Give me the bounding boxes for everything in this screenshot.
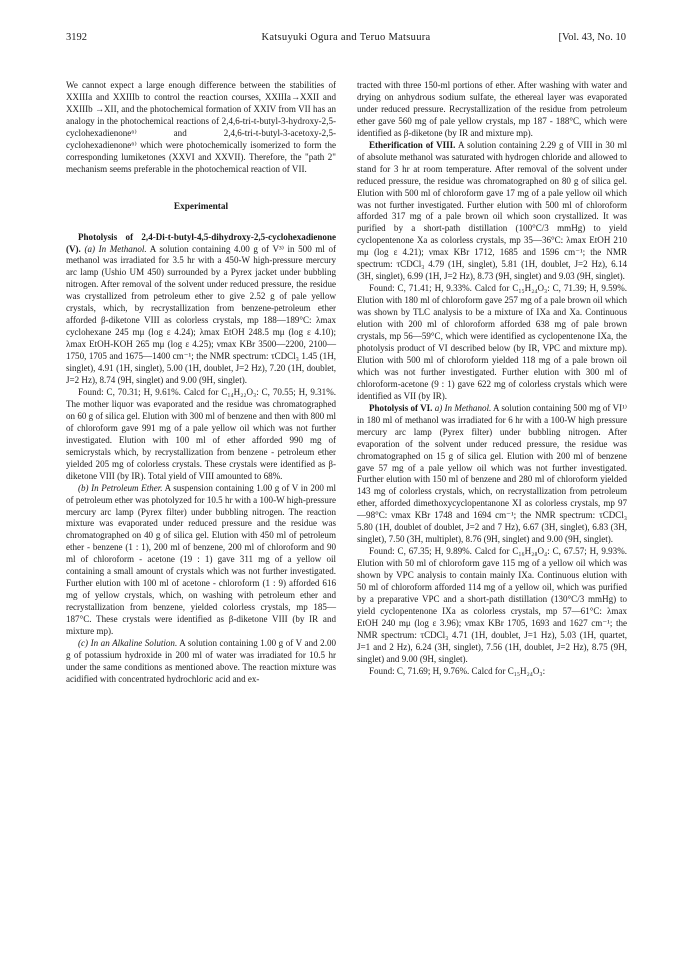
paragraph-body: A solution containing 500 mg of VI¹⁾ in 180 ml of methanol was irradiated for 6 hr with a 100-W high pressure mercury arc lamp (Pyrex filter) under bubbling nitrogen. After evaporation of the solvent under reduced pressure, the residue was chromatographed on 15 g of silica gel. Elution with 200 ml of benzene gave 57 mg of a pale yellow oil which was not further investigated. Further elution with 150 ml of benzene and 280 ml of chloroform yielded 143 mg of colorless crystals, which, on recrystallization from petroleum ether, afforded dimethoxycyclopentanone XI as colorless crystals, mp 97—98°C: νmax KBr 1748 and 1694 cm⁻¹; the NMR spectrum: τCDCl₃ 5.80 (1H, doublet of doublet, J=2 and 7 Hz), 6.67 (3H, singlet), 6.83 (3H, singlet), 7.50 (3H, multiplet), 8.76 (9H, singlet) and 9.00 (9H, singlet).	[357, 402, 628, 545]
paragraph-heading: Photolysis of VI.	[369, 402, 433, 413]
running-header	[66, 30, 626, 46]
section-heading-experimental: Experimental	[173, 201, 229, 212]
subheading: a) In Methanol.	[434, 402, 492, 413]
paragraph-heading: Photolysis of 2,4-Di-t-butyl-4,5-dihydroxy-2,5-cyclohexadienone (V).	[66, 231, 336, 254]
paragraph-continuation: tracted with three 150-ml portions of ether. After washing with water and drying on anhydrous sodium sulfate, the ethereal layer was evaporated under reduced pressure. Recrystallization of the residue from petroleum ether gave 560 mg of pale yellow crystals, mp 187 - 188°C, which were identified as β-diketone (by IR and mixture mp).	[357, 80, 627, 138]
paragraph-found: Found: C, 67.35; H, 9.89%. Calcd for C₁₆H₂₈O₄: C, 67.57; H, 9.93%. Elution with 50 ml of chloroform gave 115 mg of a yellow oil which was shown by VPC analysis to contain mainly IXa. Continuous elution with 50 ml of chloroform afforded 114 mg of a yellow oil, which was purified by a preparative VPC and a short-path distillation (130°C/3 mmHg) to yield cyclopentenone IXa as colorless crystals, mp 57—61°C: λmax EtOH 240 mμ (log ε 3.96); νmax KBr 1705, 1693 and 1627 cm⁻¹; the NMR spectrum: τCDCl₃ 4.71 (1H, doublet, J=1 Hz), 5.03 (1H, quartet, J=1 and 2 Hz), 6.24 (3H, singlet), 7.56 (1H, doublet, J=2 Hz), 8.75 (9H, singlet) and 9.00 (9H, singlet).	[357, 546, 627, 664]
volume-info: [Vol. 43, No. 10	[558, 32, 626, 43]
right-column	[357, 80, 627, 678]
paragraph-found: Found: C, 71.41; H, 9.33%. Calcd for C₁₅H₂₄O₃: C, 71.39; H, 9.59%. Elution with 180 ml of chloroform gave 257 mg of a pale brown oil which was shown by TLC analysis to be a mixture of IXa and Xa. Continuous elution with 200 ml of chloroform afforded 638 mg of pale brown crystals, mp 56—59°C, which were identified as cyclopentenone IXa, the photolysis product of VI described below (by IR, VPC and mixture mp). Elution with 500 ml of chloroform yielded 118 mg of a pale brown oil which was not further investigated. Further elution with 300 ml of chloroform-acetone (9 : 1) gave 622 mg of colorless crystals which were identified as VII (by IR).	[357, 283, 627, 401]
paragraph-found-tail: Found: C, 71.69; H, 9.76%. Calcd for C₁₅H₂₄O₃:	[369, 665, 546, 676]
paragraph-body: A solution containing 2.29 g of VIII in 30 ml of absolute methanol was saturated with hydrogen chloride and allowed to stand for 3 hr at room temperature. After removal of the solvent under reduced pressure, the residue was chromatographed on 80 g of silica gel. Elution with 500 ml of chloroform gave 17 mg of a pale yellow oil which was not further investigated. Further elution with 500 ml of chloroform afforded 317 mg of a pale brown oil which soon crystallized. It was purified by a short-path distillation (100°C/3 mmHg) to yield cyclopentenone Xa as colorless crystals, mp 35—36°C: λmax EtOH 210 mμ (log ε 4.21); νmax KBr 1712, 1685 and 1596 cm⁻¹; the NMR spectrum: τCDCl₃ 4.79 (1H, singlet), 5.81 (1H, doublet, J=2 Hz), 6.14 (3H, singlet), 6.99 (1H, J=2 Hz), 8.73 (9H, singlet) and 9.03 (9H, singlet).	[357, 139, 628, 282]
subheading: (a) In Methanol.	[84, 243, 147, 254]
paragraph-etherification	[357, 140, 627, 283]
paragraph-heading: Etherification of VIII.	[369, 139, 456, 150]
paragraph-body: A suspension containing 1.00 g of V in 200 ml of petroleum ether was photolyzed for 10.5 hr with a 100-W high-pressure mercury arc lamp (Pyrex filter) under bubbling nitrogen. The reaction mixture was evaporated under reduced pressure and the residue was chromatographed on 40 g of silica gel. Elution with 450 ml of petroleum ether - benzene (1 : 1), 200 ml of benzene, 200 ml of chloroform and 90 ml of chloroform - acetone (19 : 1) gave 311 mg of a yellow oil containing a small amount of crystals which was not further investigated. Further elution with 100 ml of acetone - chloroform (1 : 9) afforded 616 mg of yellow crystals, which, on washing with petroleum ether and recrystallization from benzene, yielded colorless crystals, mp 185—187°C. These crystals were identified as β-diketone VIII (by IR and mixture mp).	[66, 482, 337, 637]
paragraph-found: Found: C, 70.31; H, 9.61%. Calcd for C₁₄H₂₂O₃: C, 70.55; H, 9.31%. The mother liquor was evaporated and the residue was chromatographed on 60 g of silica gel. Elution with 300 ml of benzene and then with 800 ml of chloroform gave 991 mg of a pale yellow oil which was not further investigated. Elution with 100 ml of ether afforded 990 mg of semicrystals which, by recrystallization from benzene - petroleum ether yielded 205 mg of colorless crystals. These crystals were identified as β-diketone VIII (by IR). Total yield of VIII amounted to 68%.	[66, 386, 336, 481]
page-number: 3192	[66, 32, 87, 43]
subheading: (c) In an Alkaline Solution.	[78, 637, 178, 648]
paragraph-body: A solution containing 1.00 g of V and 2.00 g of potassium hydroxide in 200 ml of water was irradiated for 10.5 hr under the same conditions as mentioned above. The reaction mixture was acidified with concentrated hydrochloric acid and ex-	[66, 637, 336, 684]
left-column	[66, 80, 336, 686]
paragraph-photolysis-vi	[357, 403, 627, 546]
running-authors: Katsuyuki Ogura and Teruo Matsuura	[261, 32, 431, 43]
paragraph-body: A solution containing 4.00 g of V³⁾ in 500 ml of methanol was irradiated for 3.5 hr with a 450-W high-pressure mercury arc lamp (Ushio UM 450) surrounded by a Pyrex jacket under bubbling nitrogen. After removal of the solvent under reduced pressure, the residue was crystallized from petroleum ether to give 2.52 g of pale yellow crystals, which, by recrystallization from benzene-petroleum ether afforded β-diketone VIII as colorless crystals, mp 188—189°C: λmax cyclohexane 245 mμ (log ε 4.24); λmax EtOH 248.5 mμ (log ε 4.10); λmax EtOH-KOH 265 mμ (log ε 4.25); νmax KBr 3500—2200, 2100—1750, 1705 and 1675—1400 cm⁻¹; the NMR spectrum: τCDCl₃ 1.45 (1H, singlet), 4.91 (1H, singlet), 5.00 (1H, doublet, J=2 Hz), 7.20 (1H, doublet, J=2 Hz), 8.74 (9H, singlet) and 9.00 (9H, singlet).	[66, 243, 337, 386]
paragraph-photolysis-v	[66, 232, 336, 387]
intro-paragraph: We cannot expect a large enough difference between the stabilities of XXIIIa and XXIIIb to control the reaction courses, XXIIIa→XXII and XXIIIb →XII, and the photochemical formation of XXIV from VII has an analogy in the photochemical reactions of 2,4,6-tri-t-butyl-3-hydroxy-2,5-cyclohexadienone⁶⁾ and 2,4,6-tri-t-butyl-3-acetoxy-2,5-cyclohexadienone⁶⁾ which were photochemically isomerized to form the corresponding lumiketones (XXVI and XXVII). Therefore, the "path 2" mechanism seems preferable in the photochemical reaction of VII.	[66, 80, 336, 174]
paragraph-alkaline	[66, 638, 336, 686]
subheading: (b) In Petroleum Ether.	[78, 482, 163, 493]
paragraph-petroleum-ether	[66, 483, 336, 638]
